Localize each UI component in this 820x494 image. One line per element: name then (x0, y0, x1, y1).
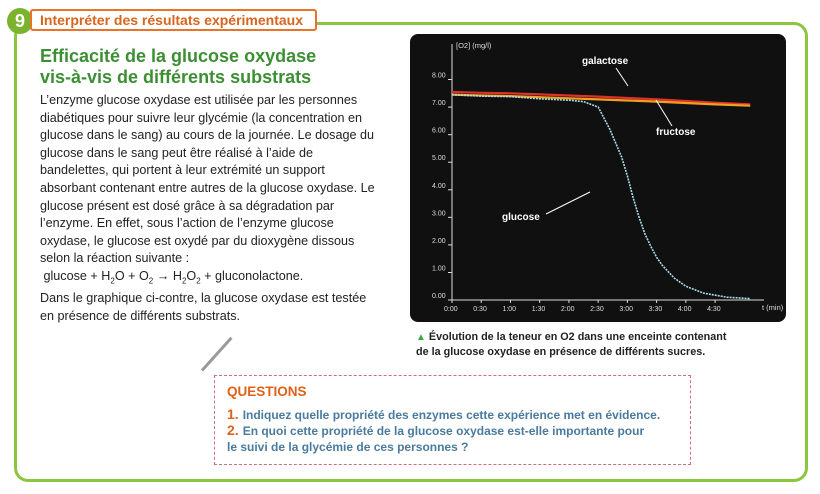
eq-product: gluconolactone. (215, 268, 304, 283)
caption-line-2: de la glucose oxydase en présence de différents sucres. (416, 346, 706, 358)
title-line-1: Efficacité de la glucose oxydase (40, 46, 317, 66)
paragraph-1: L’enzyme glucose oxydase est utilisée par les personnes diabétiques pour suivre leur glycémie (la concentration en glucose dans le sang) au cours de la journée. Le dosage du glucose dans le sang peut être réalisé à l’aide de bandelettes, qui portent à leur extrémité un support absorbant contenant entre autres de la glucose oxydase. Le glucose présent est dosé grâce à sa dégradation par l’enzyme. En effet, sous l’action de l’enzyme glucose oxydase, le glucose est oxydé par du dioxygène dissous selon la réaction suivante : (40, 93, 375, 266)
annotation-leader-glucose (546, 192, 590, 214)
series-galactose-line (452, 92, 750, 104)
y-tick-label: 6.00 (432, 127, 446, 135)
annotation-glucose: glucose (502, 212, 540, 223)
y-tick-label: 1.00 (432, 265, 446, 273)
annotation-leader-fructose (656, 100, 672, 126)
chart-caption (416, 330, 806, 359)
x-tick-label: 1:30 (531, 306, 546, 313)
eq-h2o2-sub2: 2 (196, 276, 201, 286)
question-2 (227, 422, 685, 455)
caption-line-1: Évolution de la teneur en O2 dans une enceinte contenant (428, 331, 727, 343)
x-tick-label: 2:30 (590, 306, 604, 313)
oxygen-chart-svg (410, 34, 786, 322)
question-1 (227, 406, 685, 423)
y-tick-label: 8.00 (432, 72, 446, 80)
eq-o2: O (139, 268, 149, 283)
eq-plus: + (90, 268, 98, 283)
paragraph-2: Dans le graphique ci-contre, la glucose oxydase est testée en présence de différents substrats. (40, 291, 367, 323)
x-tick-label: 2:00 (560, 306, 575, 313)
y-tick-label: 0.00 (432, 293, 446, 300)
question-2-text-line-2: le suivi de la glycémie de ces personnes ? (227, 440, 469, 454)
eq-o: O (114, 268, 125, 283)
question-2-number: 2. (227, 422, 239, 438)
annotation-leader-galactose (616, 68, 628, 86)
eq-h: H (101, 268, 111, 283)
exercise-title (40, 46, 380, 88)
eq-glucose: glucose (43, 268, 87, 283)
caption-triangle-icon: ▲ (416, 332, 426, 343)
y-tick-label: 2.00 (432, 237, 446, 245)
questions-title: QUESTIONS (227, 384, 307, 399)
x-tick-label: 1:00 (502, 306, 517, 313)
exercise-number: 9 (7, 8, 33, 34)
x-axis-label: t (min) (762, 303, 784, 312)
y-tick-label: 4.00 (432, 182, 446, 190)
x-tick-label: 4:30 (707, 306, 721, 313)
y-axis-label: [O2] (mg/l) (456, 41, 492, 50)
questions-box (214, 375, 691, 465)
y-tick-label: 3.00 (432, 210, 446, 218)
title-line-2: vis-à-vis de différents substrats (40, 67, 312, 87)
x-tick-label: 3:00 (619, 306, 634, 313)
eq-h-sub: 2 (110, 276, 115, 286)
series-glucose-line (452, 95, 750, 299)
oxygen-chart (410, 34, 786, 322)
eq-h2o2-h: H (172, 268, 182, 283)
y-tick-label: 5.00 (432, 155, 446, 163)
eq-plus: + (204, 268, 212, 283)
question-2-text-line-1: En quoi cette propriété de la glucose oxydase est-elle importante pour (242, 424, 645, 438)
y-tick-label: 7.00 (432, 100, 446, 108)
annotation-fructose: fructose (656, 127, 696, 138)
x-tick-label: 4:00 (677, 306, 692, 313)
annotation-galactose: galactose (582, 56, 629, 67)
eq-arrow: → (156, 268, 170, 283)
reaction-equation (40, 268, 375, 290)
x-tick-label: 0:00 (444, 306, 458, 313)
x-tick-label: 3:30 (648, 306, 663, 313)
exercise-header: Interpréter des résultats expérimentaux (30, 9, 317, 31)
question-1-number: 1. (227, 406, 239, 422)
x-tick-label: 0:30 (473, 306, 487, 313)
eq-h2o2-o: O (186, 268, 197, 283)
eq-h2o2-sub1: 2 (181, 276, 187, 286)
eq-plus: + (128, 268, 136, 283)
question-1-text: Indiquez quelle propriété des enzymes cette expérience met en évidence. (242, 408, 661, 422)
eq-o2-sub: 2 (148, 276, 154, 286)
body-text (40, 92, 375, 325)
